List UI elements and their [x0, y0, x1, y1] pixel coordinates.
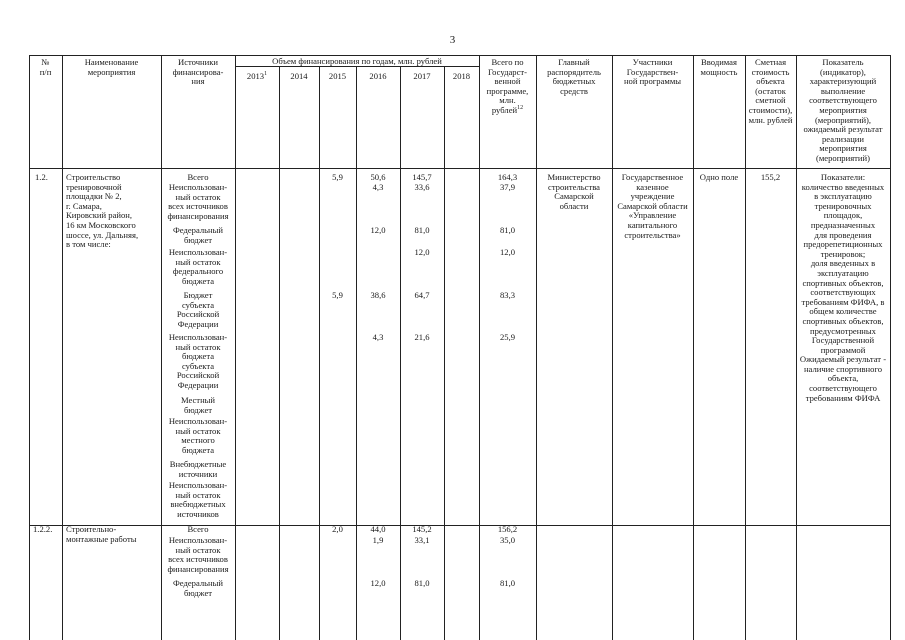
row2-name: Строительно- монтажные работы	[66, 524, 137, 544]
header-sources: Источники финансирова- ния	[172, 57, 224, 87]
row2-num: 1.2.2.	[33, 524, 53, 534]
value-2016: 12,0	[370, 578, 386, 588]
source-label: Федеральный бюджет	[172, 225, 224, 245]
header-year-2014: 2014	[290, 71, 308, 81]
header-num: № п/п	[39, 57, 52, 77]
source-label: Всего	[187, 172, 209, 182]
value-2016: 38,6	[370, 290, 386, 300]
source-label: Местный бюджет	[180, 395, 216, 415]
col-border	[62, 55, 63, 640]
col-border	[400, 66, 401, 640]
value-total: 156,2	[497, 524, 518, 534]
col-border	[536, 55, 537, 640]
header-year-2016: 2016	[369, 71, 387, 81]
col-border	[319, 66, 320, 640]
value-total: 81,0	[499, 225, 516, 235]
row1-num: 1.2.	[35, 172, 48, 182]
header-volume: Объем финансирования по годам, млн. рублей	[272, 56, 442, 66]
header-total: Всего по Государст- венной программе, млн. рублей$^{12}$	[486, 57, 529, 115]
row-divider	[29, 525, 891, 526]
source-label: Неиспользован- ный остаток всех источников финансирования	[167, 182, 229, 221]
page-number: 3	[449, 34, 456, 46]
source-label: Неиспользован- ный остаток всех источников финансирования	[167, 535, 229, 574]
header-name: Наименование мероприятия	[84, 57, 139, 77]
value-total: 35,0	[499, 535, 516, 545]
value-2015: 2,0	[332, 524, 343, 534]
source-label: Неиспользован- ный остаток бюджета субъекта Российской Федерации	[168, 332, 228, 390]
col-border	[279, 66, 280, 640]
value-2017: 81,0	[414, 225, 430, 235]
header-year-2015: 2015	[328, 71, 347, 81]
header-capacity: Вводимая мощность	[700, 57, 738, 77]
value-2017: 145,7	[412, 172, 432, 182]
col-border	[356, 66, 357, 640]
row1-cost: 155,2	[760, 172, 781, 182]
value-2016: 44,0	[370, 524, 386, 534]
source-label: Всего	[187, 524, 209, 534]
value-2017: 33,1	[414, 535, 430, 545]
col-border	[479, 55, 480, 640]
source-label: Бюджет субъекта Российской Федерации	[176, 290, 220, 329]
value-2017: 145,2	[412, 524, 432, 534]
source-label: Внебюджетные источники	[169, 459, 227, 479]
row1-indicator: Показатели: количество введенных в эксплуатацию тренировочных площадок, предназначенных для проведения предорепетиционных тренировок; доля введенных в эксплуатацию спортивных объектов, соответствующих требованиям ФИФА, в общем количестве спортивных объектов, предусмотренных Государственной программой Ожидаемый результат - наличие спортивного объекта, соответствующего требованиям ФИФА	[799, 172, 887, 403]
source-label: Неиспользован- ный остаток внебюджетных источников	[168, 480, 228, 519]
header-participants: Участники Государствен- ной программы	[623, 57, 682, 87]
value-total: 37,9	[499, 182, 516, 192]
col-border	[693, 55, 694, 640]
value-2017: 12,0	[414, 247, 430, 257]
col-border	[235, 55, 236, 640]
header-indicator: Показатель (индикатор), характеризующий выполнение соответствующего мероприятия (мероприятий), ожидаемый результат реализации мероприятия (мероприятий)	[803, 57, 883, 163]
value-2016: 50,6	[370, 172, 386, 182]
header-year-2017: 2017	[413, 71, 431, 81]
value-2017: 64,7	[414, 290, 430, 300]
value-total: 83,3	[499, 290, 516, 300]
row1-capacity: Одно поле	[699, 172, 739, 182]
source-label: Федеральный бюджет	[172, 578, 224, 598]
header-year-2018: 2018	[452, 71, 471, 81]
value-2016: 12,0	[370, 225, 386, 235]
header-cost: Сметная стоимость объекта (остаток сметной стоимости), млн. рублей	[748, 57, 793, 125]
value-2016: 1,9	[372, 535, 384, 545]
table-top-border	[29, 55, 891, 56]
value-total: 25,9	[499, 332, 516, 342]
value-2017: 81,0	[414, 578, 430, 588]
value-2016: 4,3	[372, 182, 384, 192]
col-border	[745, 55, 746, 640]
value-total: 12,0	[499, 247, 516, 257]
col-border	[444, 66, 445, 640]
col-border	[612, 55, 613, 640]
financing-table	[29, 55, 891, 640]
source-label: Неиспользован- ный остаток федерального бюджета	[168, 247, 228, 286]
col-border	[29, 55, 30, 640]
source-label: Неиспользован- ный остаток местного бюджета	[168, 416, 228, 455]
value-total: 164,3	[497, 172, 518, 182]
value-2017: 21,6	[414, 332, 430, 342]
header-manager: Главный распорядитель бюджетных средств	[547, 57, 601, 96]
value-total: 81,0	[499, 578, 516, 588]
value-2017: 33,6	[414, 182, 430, 192]
value-2015: 5,9	[332, 290, 343, 300]
value-2016: 4,3	[372, 332, 384, 342]
row1-participants: Государственное казенное учреждение Самарской области «Управление капитального строительства»	[617, 172, 688, 240]
header-year-2013: 2013$^1$	[246, 71, 268, 81]
value-2015: 5,9	[332, 172, 343, 182]
row1-name: Строительство тренировочной площадки № 2, г. Самара, Кировский район, 16 км Московского шоссе, ул. Дальняя, в том числе:	[66, 172, 139, 250]
row1-manager: Министерство строительства Самарской области	[547, 172, 601, 211]
col-border	[890, 55, 891, 640]
header-bottom-border	[29, 168, 891, 169]
